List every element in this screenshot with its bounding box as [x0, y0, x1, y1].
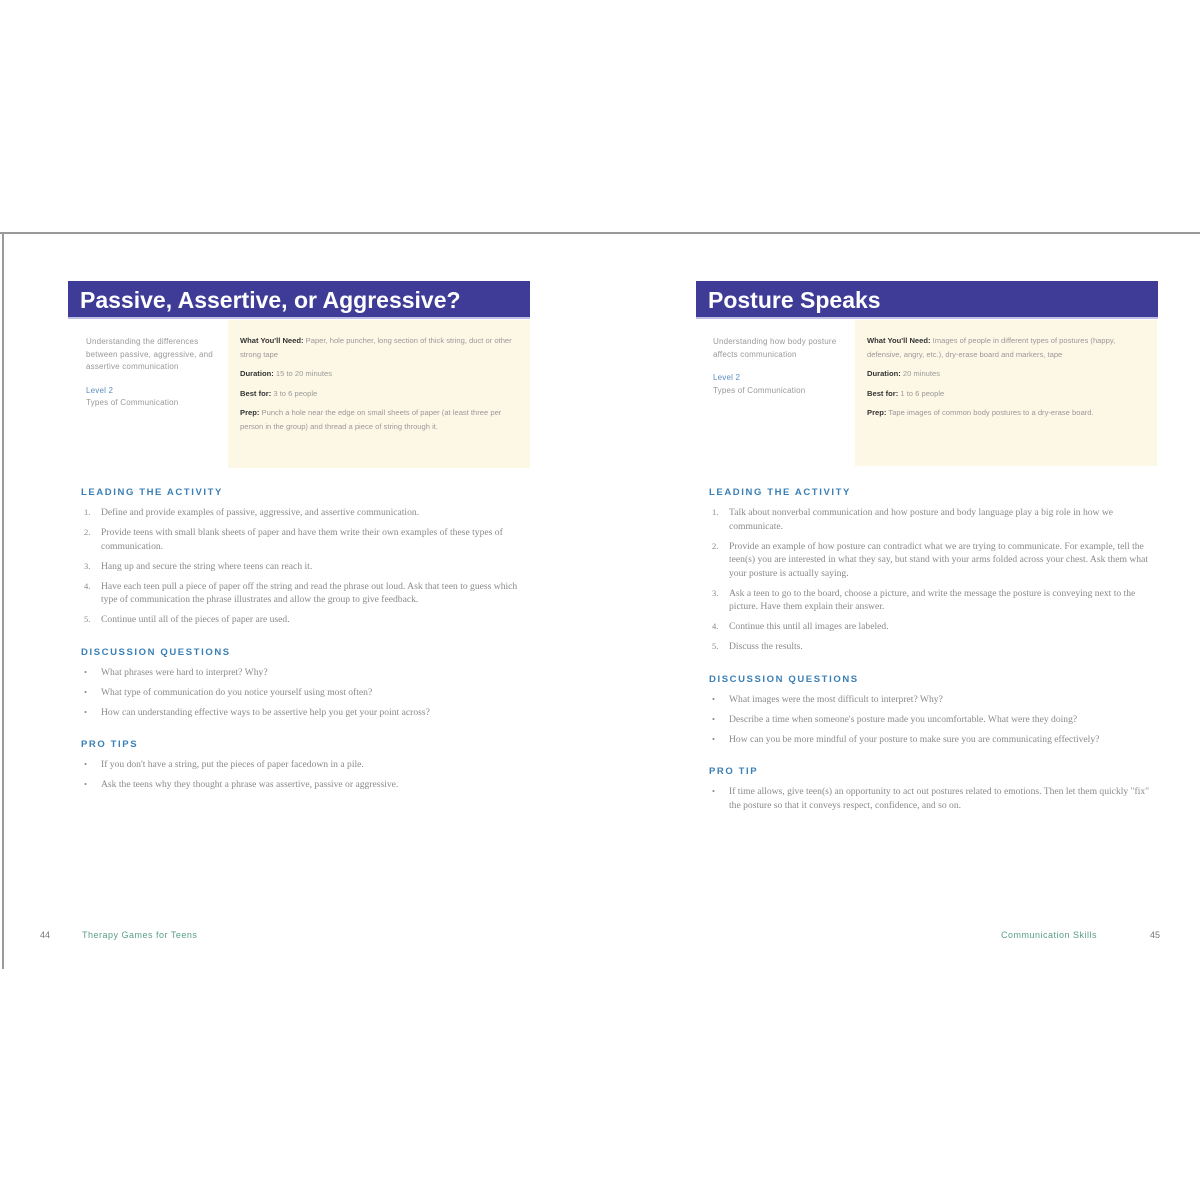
item-text: Continue until all of the pieces of paper are used. — [101, 614, 290, 625]
list-marker: 5. — [712, 641, 719, 651]
list-marker: 5. — [84, 614, 91, 624]
leading-activity-item — [709, 540, 1154, 581]
best-for-line — [867, 387, 1145, 401]
prep-line — [867, 406, 1145, 420]
list-marker: 3. — [84, 560, 91, 571]
level-label: Level 2 — [86, 385, 114, 395]
running-footer: Therapy Games for Teens — [82, 930, 198, 940]
leading-activity-item — [81, 526, 526, 553]
item-text: What type of communication do you notice yourself using most often? — [101, 686, 373, 698]
page-number: 45 — [1150, 930, 1161, 940]
best-label: Best for: — [240, 388, 272, 398]
leading-activity-item — [709, 506, 1154, 533]
item-text: How can understanding effective ways to be assertive help you get your point across? — [101, 706, 430, 718]
duration-label: Duration: — [240, 369, 274, 378]
leading-activity-item — [81, 506, 526, 520]
discussion-questions-list — [709, 693, 1154, 747]
category-label: Types of Communication — [86, 398, 179, 407]
discussion-questions-heading: DISCUSSION QUESTIONS — [709, 673, 859, 685]
item-text: Discuss the results. — [729, 641, 803, 652]
item-text: Hang up and secure the string where teens can reach it. — [101, 560, 313, 572]
discussion-questions-item — [81, 706, 526, 720]
leading-activity-list — [709, 506, 1154, 654]
discussion-questions-item — [81, 666, 526, 680]
leading-activity-item — [709, 587, 1154, 614]
list-marker: 2. — [712, 540, 719, 551]
leading-activity-item — [81, 560, 526, 574]
list-marker: 1. — [712, 507, 719, 517]
item-text: If time allows, give teen(s) an opportunity to act out postures related to emotions. Then let them quickly "fix" the posture so that it conveys respect, confidence, and so on. — [729, 786, 1150, 811]
level-label: Level 2 — [713, 373, 741, 382]
item-text: Have each teen pull a piece of paper off the string and read the phrase out loud. Ask that teen to guess which type of communication the phrase illustrates and allow the group to give feedback. — [101, 580, 518, 605]
discussion-questions-item — [709, 733, 1154, 747]
needs-label: What You'll Need: — [867, 336, 931, 345]
item-text: If you don't have a string, put the pieces of paper facedown in a pile. — [101, 759, 364, 770]
needs-line — [240, 334, 518, 361]
spread-left-border — [2, 232, 4, 969]
list-marker: • — [84, 706, 87, 717]
page-number: 44 — [40, 930, 51, 940]
activity-summary — [713, 336, 843, 397]
needs-value: Images of people in different types of postures (happy, defensive, angry, etc.), dry-erase board and markers, tape — [867, 336, 1116, 359]
activity-body — [81, 487, 526, 812]
leading-activity-item — [81, 580, 526, 607]
list-marker: 4. — [84, 580, 91, 591]
item-text: Talk about nonverbal communication and how posture and body language play a big role in how we communicate. — [729, 507, 1114, 532]
prep-label: Prep: — [867, 408, 887, 417]
category-label: Types of Communication — [713, 385, 806, 395]
duration-line — [867, 367, 1145, 381]
requirements-box — [855, 320, 1157, 466]
leading-activity-list — [81, 506, 526, 627]
list-marker: • — [712, 786, 715, 796]
item-text: Ask a teen to go to the board, choose a picture, and write the message the posture is conveying next to the picture. Have them explain their answer. — [729, 587, 1136, 612]
item-text: What phrases were hard to interpret? Why? — [101, 666, 268, 678]
item-text: Provide teens with small blank sheets of paper and have them write their own examples of these types of communication. — [101, 527, 503, 552]
list-marker: • — [84, 666, 87, 677]
activity-summary — [86, 336, 216, 410]
discussion-questions-item — [81, 686, 526, 700]
pro-tips-item — [81, 758, 526, 772]
activity-title: Passive, Assertive, or Aggressive? — [68, 281, 530, 319]
item-text: Provide an example of how posture can contradict what we are trying to communicate. For example, tell the teen(s) you are interested in what they say, but stand with your arms folded across your chest. Ask them what your posture is actually saying. — [729, 540, 1148, 579]
duration-line — [240, 367, 518, 381]
pro-tips-item — [709, 785, 1154, 812]
list-marker: • — [712, 713, 715, 724]
spread-top-border — [0, 232, 1200, 234]
leading-activity-heading: LEADING THE ACTIVITY — [709, 487, 851, 498]
item-text: How can you be more mindful of your posture to make sure you are communicating effectively? — [729, 733, 1100, 745]
duration-label: Duration: — [867, 369, 901, 378]
list-marker: • — [84, 686, 87, 697]
activity-title: Posture Speaks — [696, 281, 1158, 319]
pro-tips-heading: PRO TIPS — [81, 739, 139, 750]
prep-value: Tape images of common body postures to a dry-erase board. — [888, 408, 1094, 417]
leading-activity-item — [709, 640, 1154, 654]
prep-line — [240, 406, 518, 433]
needs-label: What You'll Need: — [240, 336, 304, 345]
duration-value: 15 to 20 minutes — [275, 369, 333, 378]
pro-tips-list — [81, 758, 526, 792]
needs-value: Paper, hole puncher, long section of thick string, duct or other strong tape — [240, 336, 512, 359]
item-text: What images were the most difficult to interpret? Why? — [729, 693, 943, 705]
needs-line — [867, 334, 1145, 361]
list-marker: 1. — [84, 507, 91, 517]
list-marker: 3. — [712, 587, 719, 598]
discussion-questions-item — [709, 693, 1154, 707]
best-value: 3 to 6 people — [273, 388, 318, 398]
discussion-questions-item — [709, 713, 1154, 727]
list-marker: 2. — [84, 527, 91, 537]
requirements-box — [228, 320, 530, 468]
item-text: Describe a time when someone's posture made you uncomfortable. What were they doing? — [729, 713, 1078, 725]
list-marker: • — [84, 779, 87, 789]
item-text: Continue this until all images are labeled. — [729, 621, 889, 632]
duration-value: 20 minutes — [902, 369, 941, 378]
item-text: Define and provide examples of passive, aggressive, and assertive communication. — [101, 507, 420, 518]
summary-text: Understanding the differences between passive, aggressive, and assertive communication — [86, 337, 213, 371]
list-marker: • — [712, 693, 715, 704]
pro-tips-heading: PRO TIP — [709, 766, 759, 777]
discussion-questions-list — [81, 666, 526, 720]
prep-value: Punch a hole near the edge on small sheets of paper (at least three per person in the group) and thread a piece of string through it. — [240, 408, 502, 431]
list-marker: • — [84, 759, 87, 769]
best-for-line — [240, 387, 518, 401]
prep-label: Prep: — [240, 408, 260, 417]
pro-tips-item — [81, 778, 526, 792]
running-footer: Communication Skills — [1001, 930, 1098, 940]
discussion-questions-heading: DISCUSSION QUESTIONS — [81, 646, 231, 658]
item-text: Ask the teens why they thought a phrase was assertive, passive or aggressive. — [101, 779, 399, 790]
best-label: Best for: — [867, 388, 899, 398]
leading-activity-item — [81, 613, 526, 627]
activity-body — [709, 487, 1154, 832]
pro-tips-list — [709, 785, 1154, 812]
summary-text: Understanding how body posture affects communication — [713, 337, 837, 359]
best-value: 1 to 6 people — [900, 388, 945, 398]
list-marker: • — [712, 733, 715, 744]
leading-activity-item — [709, 620, 1154, 634]
leading-activity-heading: LEADING THE ACTIVITY — [81, 487, 223, 498]
list-marker: 4. — [712, 621, 719, 631]
